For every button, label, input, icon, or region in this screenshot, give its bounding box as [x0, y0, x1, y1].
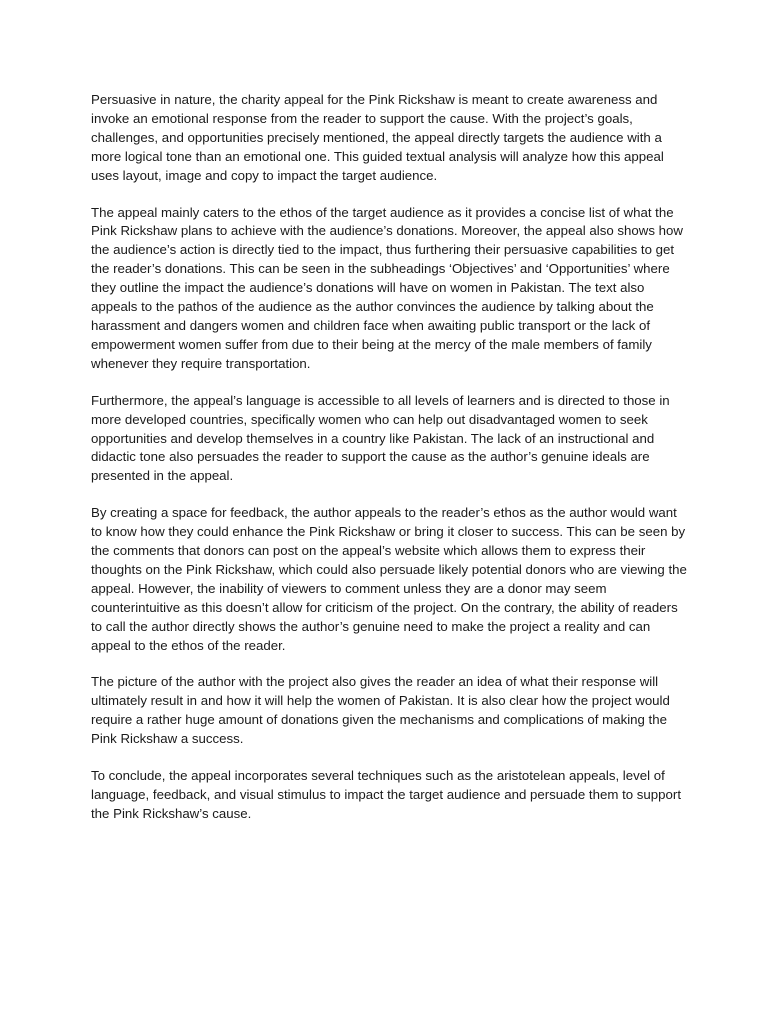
paragraph-language: Furthermore, the appeal’s language is accessible to all levels of learners and is directed to those in more developed countries, specifically women who can help out disadvantaged women to seek opportunities and develop themselves in a country like Pakistan. The lack of an instructional and didactic tone also persuades the reader to support the cause as the author’s genuine ideals are presented in the appeal.: [91, 392, 670, 484]
paragraph-feedback: By creating a space for feedback, the author appeals to the reader’s ethos as the author would want to know how they could enhance the Pink Rickshaw or bring it closer to success. This can be seen by the comments that donors can post on the appeal’s website which allows them to express their thoughts on the Pink Rickshaw, which could also persuade likely potential donors who are viewing the appeal. However, the inability of viewers to comment unless they are a donor may seem counterintuitive as this doesn’t allow for criticism of the project. On the contrary, the ability of readers to call the author directly shows the author’s genuine need to make the project a reality and can appeal to the ethos of the reader.: [91, 505, 687, 653]
paragraph-introduction: Persuasive in nature, the charity appeal for the Pink Rickshaw is meant to create awareness and invoke an emotional response from the reader to support the cause. With the project’s goals, challenges, and opportunities precisely mentioned, the appeal directly targets the audience with a more logical tone than an emotional one. This guided textual analysis will analyze how this appeal uses layout, image and copy to impact the target audience.: [91, 92, 664, 183]
document-page: [91, 91, 691, 842]
paragraph-conclusion: To conclude, the appeal incorporates several techniques such as the aristotelean appeals, level of language, feedback, and visual stimulus to impact the target audience and persuade them to support the Pink Rickshaw’s cause.: [91, 768, 682, 821]
paragraph-picture: The picture of the author with the project also gives the reader an idea of what their response will ultimately result in and how it will help the women of Pakistan. It is also clear how the project would require a rather huge amount of donations given the mechanisms and complications of making the Pink Rickshaw a success.: [91, 674, 670, 747]
paragraph-ethos-pathos: The appeal mainly caters to the ethos of the target audience as it provides a concise list of what the Pink Rickshaw plans to achieve with the audience’s donations. Moreover, the appeal also shows how the audience’s action is directly tied to the impact, thus furthering their persuasive capabilities to get the reader’s donations. This can be seen in the subheadings ‘Objectives’ and ‘Opportunities’ where they outline the impact the audience’s donations will have on women in Pakistan. The text also appeals to the pathos of the audience as the author convinces the audience by talking about the harassment and dangers women and children face when awaiting public transport or the lack of empowerment women suffer from due to their being at the mercy of the male members of family whenever they require transportation.: [91, 204, 683, 371]
